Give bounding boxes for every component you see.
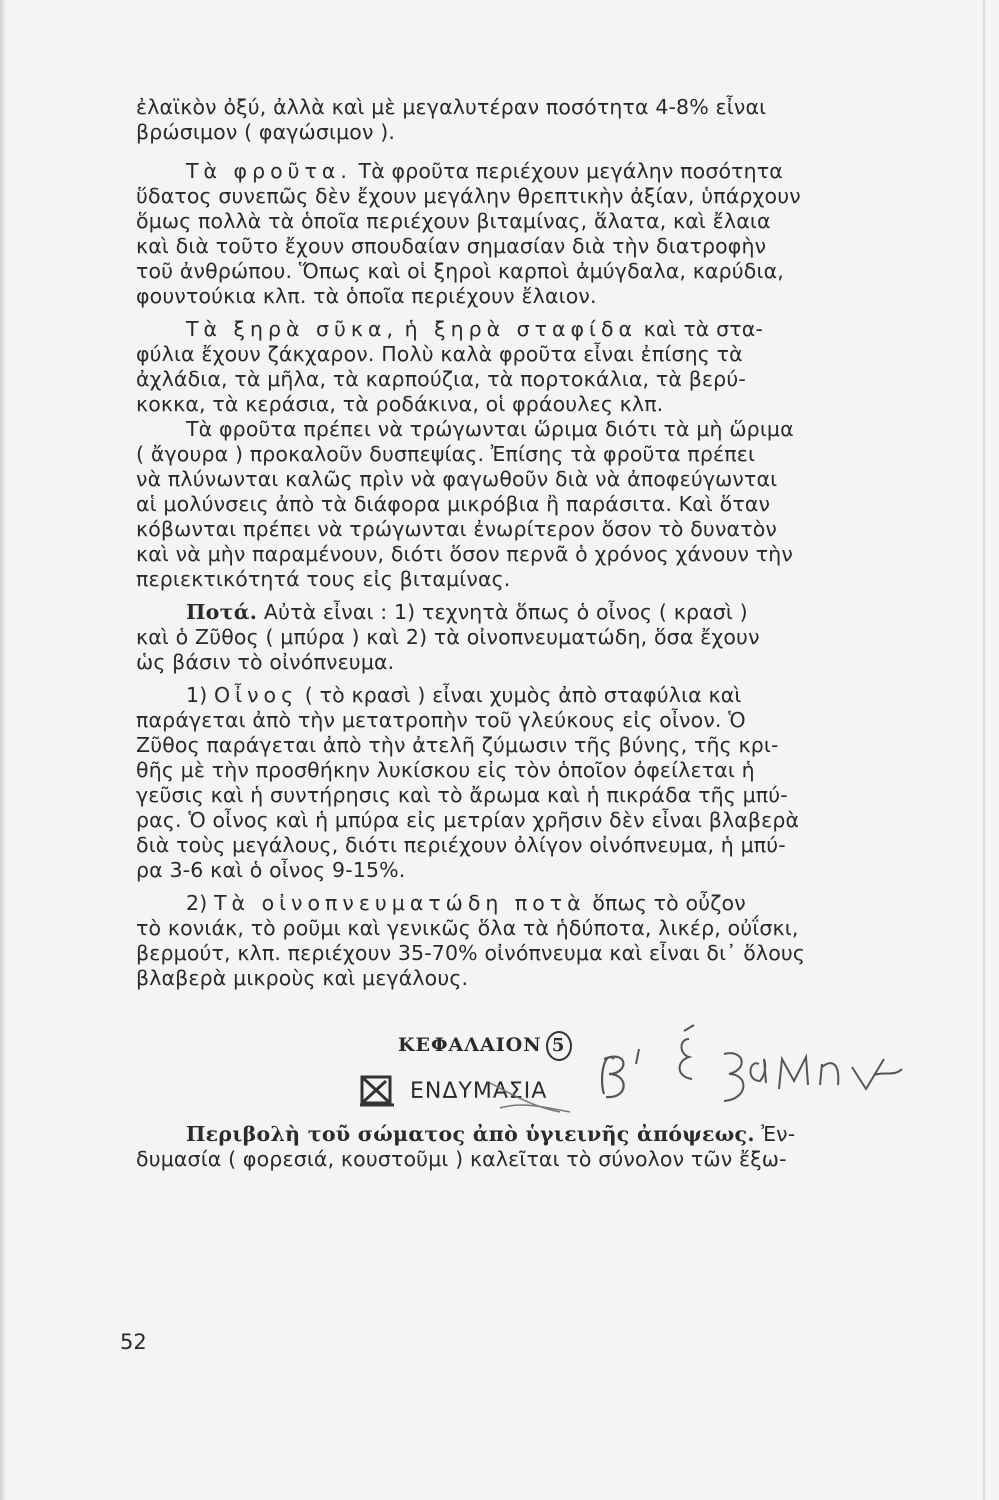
text-line: αἱ μολύνσεις ἀπὸ τὰ διάφορα μικρόβια ἢ παράσιτα. Καὶ ὅταν: [136, 492, 771, 516]
chapter-label: [398, 1031, 572, 1061]
text-line: κόβωνται πρέπει νὰ τρώγωνται ἐνωρίτερον ὅσον τὸ δυνατὸν: [136, 517, 777, 541]
dry-raisins-heading: ἡ ξηρὰ σταφίδα: [404, 317, 637, 341]
text-line: περιεκτικότητά τους εἰς βιταμίνας.: [136, 567, 511, 591]
text-line: καὶ ὁ Ζῦθος ( μπύρα ) καὶ 2) τὰ οἰνοπνευματώδη, ὅσα ἔχουν: [136, 625, 760, 649]
text-line: νὰ πλύνωνται καλῶς πρὶν νὰ φαγωθοῦν διὰ νὰ ἀποφεύγωνται: [136, 467, 778, 491]
text-line: ἀχλάδια, τὰ μῆλα, τὰ καρπούζια, τὰ πορτοκάλια, τὰ βερύ-: [136, 367, 746, 391]
text-line: θῆς μὲ τὴν προσθήκην λυκίσκου εἰς τὸν ὁποῖον ὀφείλεται ἡ: [136, 758, 755, 782]
text-span: ὅπως τὸ οὖζον: [592, 891, 746, 915]
wine-number: 1): [186, 683, 208, 707]
text-line: ὅμως πολλὰ τὰ ὁποῖα περιέχουν βιταμίνας, ἅλατα, καὶ ἔλαια: [136, 209, 771, 233]
text-line: [136, 683, 881, 708]
text-line: παράγεται ἀπὸ τὴν μετατροπὴν τοῦ γλεύκους εἰς οἶνον. Ὁ: [136, 708, 746, 732]
text-line: φύλια ἔχουν ζάκχαρον. Πολὺ καλὰ φροῦτα εἶναι ἐπίσης τὰ: [136, 342, 743, 366]
text-line: [136, 1122, 881, 1147]
text-line: διὰ τοὺς μεγάλους, διότι περιέχουν ὀλίγον οἰνόπνευμα, ἡ μπύ-: [136, 833, 786, 857]
text-span: Αὐτὰ εἶναι : 1) τεχνητὰ ὅπως ὁ οἶνος ( κρασὶ ): [263, 600, 748, 624]
spirits-number: 2): [186, 891, 208, 915]
text-line: γεῦσις καὶ ἡ συντήρησις καὶ τὸ ἄρωμα καὶ ἡ πικράδα τῆς μπύ-: [136, 783, 788, 807]
fruits-heading: Τὰ φροῦτα.: [186, 159, 352, 183]
para-drinks: [136, 600, 881, 675]
clothing-heading: Περιβολὴ τοῦ σώματος ἀπὸ ὑγιεινῆς ἀπόψεως.: [186, 1122, 755, 1146]
page-spine-shadow: [0, 0, 6, 1500]
spirits-heading: Τὰ οἰνοπνευματώδη ποτὰ: [214, 891, 586, 915]
para-wine: [136, 683, 881, 883]
text-span: Τὰ φροῦτα περιέχουν μεγάλην ποσότητα: [358, 159, 783, 183]
drinks-heading: Ποτά.: [186, 600, 258, 624]
chapter-title: ΕΝΔΥΜΑΣΙΑ: [410, 1079, 548, 1104]
page-body: [136, 95, 881, 1172]
text-line: [136, 891, 881, 916]
text-span: Ἐν-: [761, 1122, 796, 1146]
chapter-number: 5: [546, 1031, 572, 1061]
text-line: δυμασία ( φορεσιά, κουστοῦμι ) καλεῖται τὸ σύνολον τῶν ἔξω-: [136, 1147, 787, 1171]
text-span: ( τὸ κρασὶ ) εἶναι χυμὸς ἀπὸ σταφύλια καὶ: [304, 683, 742, 707]
text-line: [136, 317, 881, 342]
text-line: κοκκα, τὰ κεράσια, τὰ ροδάκινα, οἱ φράουλες κλπ.: [136, 392, 664, 416]
dry-figs-heading: Τὰ ξηρὰ σῦκα,: [186, 317, 398, 341]
handwritten-note: [584, 1019, 914, 1109]
text-line: ὡς βάσιν τὸ οἰνόπνευμα.: [136, 650, 395, 674]
chapter-label-text: ΚΕΦΑΛΑΙΟΝ: [398, 1034, 542, 1056]
text-span: καὶ τὰ στα-: [643, 317, 763, 341]
text-line: καὶ διὰ τοῦτο ἔχουν σπουδαίαν σημασίαν διὰ τὴν διατροφὴν: [136, 234, 767, 258]
para-dried-fruits: [136, 317, 881, 592]
text-line: Τὰ φροῦτα πρέπει νὰ τρώγωνται ὥριμα διότι τὰ μὴ ὥριμα: [186, 417, 794, 441]
text-line: τὸ κονιάκ, τὸ ροῦμι καὶ γενικῶς ὅλα τὰ ἡδύποτα, λικέρ, οὐΐσκι,: [136, 916, 799, 940]
text-line: [136, 159, 881, 184]
text-line: [136, 600, 881, 625]
text-line: ἐλαϊκὸν ὀξύ, ἀλλὰ καὶ μὲ μεγαλυτέραν ποσότητα 4-8% εἶναι: [136, 95, 767, 119]
pencil-stroke-mark: [360, 1078, 580, 1118]
text-line: Ζῦθος παράγεται ἀπὸ τὴν ἀτελῆ ζύμωσιν τῆς βύνης, τῆς κρι-: [136, 733, 779, 757]
text-line: τοῦ ἀνθρώπου. Ὅπως καὶ οἱ ξηροὶ καρποὶ ἀμύγδαλα, καρύδια,: [136, 259, 784, 283]
text-line: ρας. Ὁ οἶνος καὶ ἡ μπύρα εἰς μετρίαν χρῆσιν δὲν εἶναι βλαβερὰ: [136, 808, 800, 832]
text-line: φουντούκια κλπ. τὰ ὁποῖα περιέχουν ἔλαιον.: [136, 284, 597, 308]
page-edge: [983, 0, 985, 1500]
page-number: 52: [120, 1330, 147, 1354]
wine-heading: Οἶνος: [214, 683, 299, 707]
text-line: βλαβερὰ μικροὺς καὶ μεγάλους.: [136, 966, 469, 990]
text-line: καὶ νὰ μὴν παραμένουν, διότι ὅσον περνᾶ ὁ χρόνος χάνουν τὴν: [136, 542, 793, 566]
text-line: ( ἄγουρα ) προκαλοῦν δυσπεψίας. Ἐπίσης τὰ φροῦτα πρέπει: [136, 442, 756, 466]
text-line: βρώσιμον ( φαγώσιμον ).: [136, 120, 396, 144]
para-fruits: [136, 159, 881, 309]
para-spirits: [136, 891, 881, 991]
para-olive-oil: [136, 95, 881, 145]
text-line: βερμούτ, κλπ. περιέχουν 35-70% οἰνόπνευμα καὶ εἶναι δι᾽ ὅλους: [136, 941, 806, 965]
text-line: ρα 3-6 καὶ ὁ οἶνος 9-15%.: [136, 858, 406, 882]
para-clothing: [136, 1122, 881, 1172]
text-line: ὕδατος συνεπῶς δὲν ἔχουν μεγάλην θρεπτικὴν ἀξίαν, ὑπάρχουν: [136, 184, 801, 208]
